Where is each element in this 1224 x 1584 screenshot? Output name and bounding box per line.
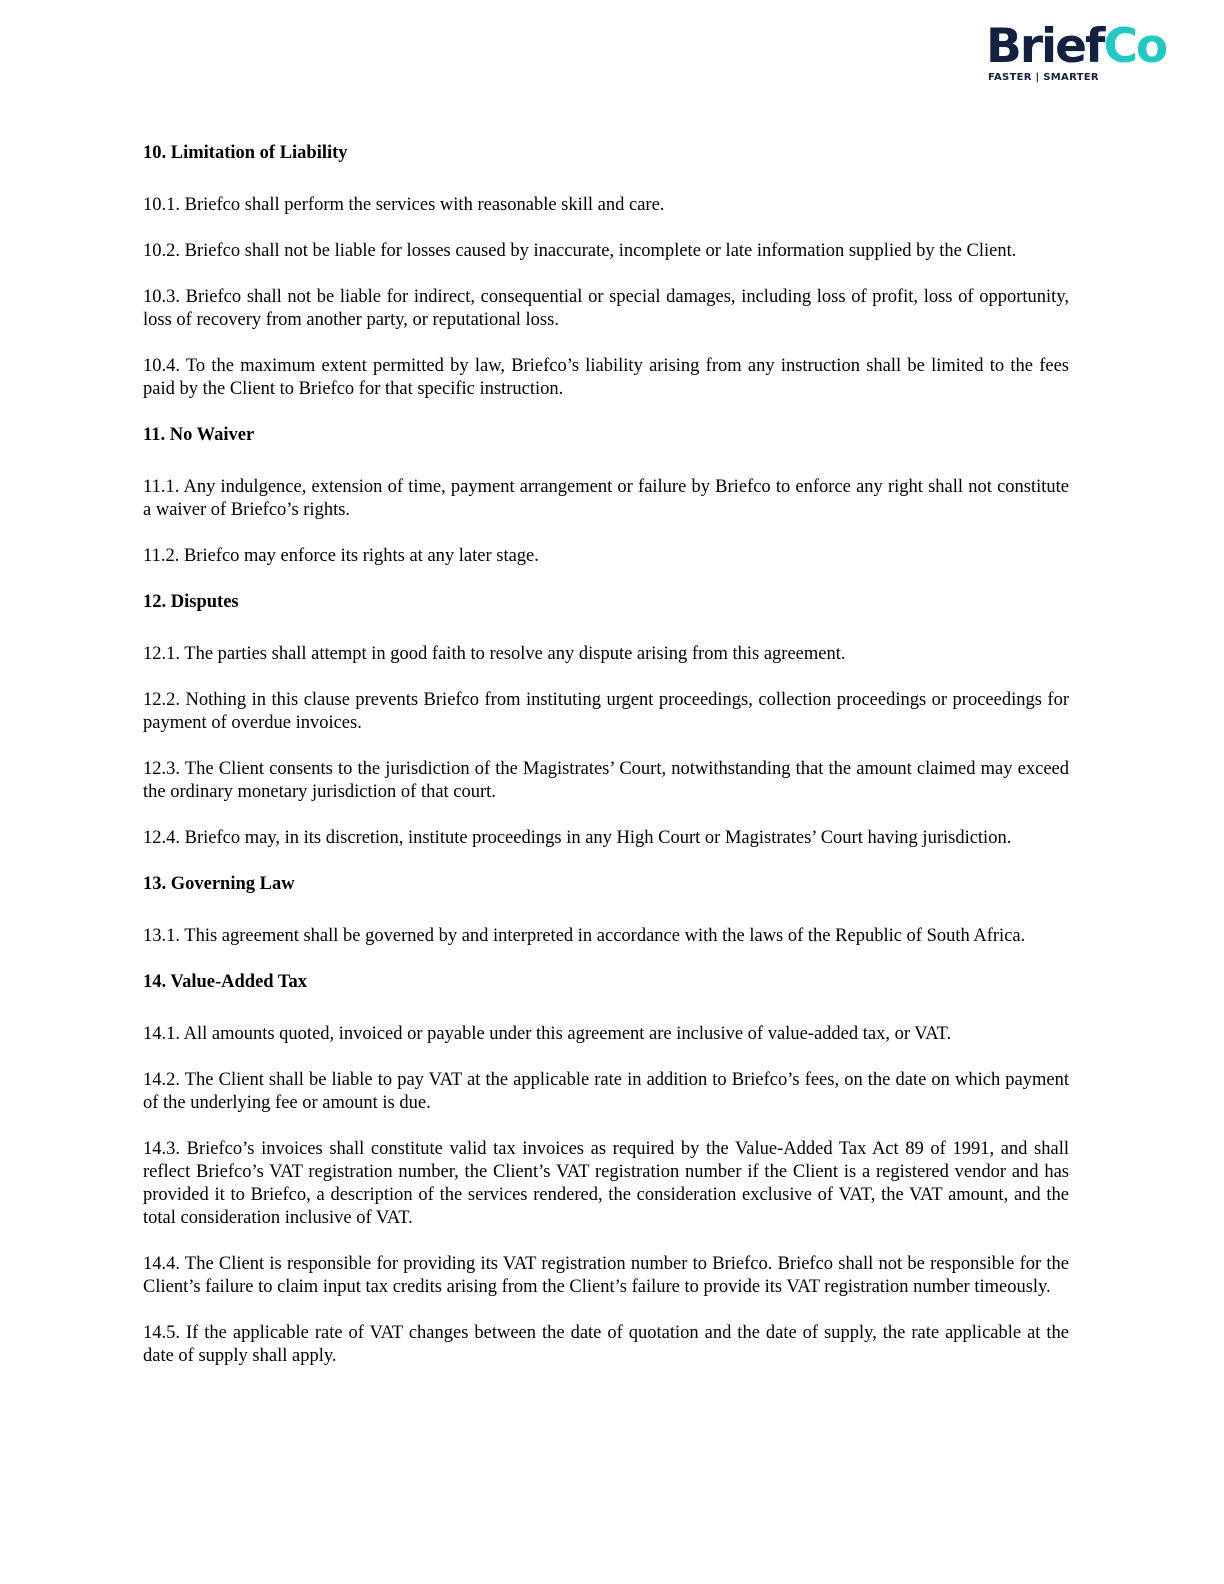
section-heading: 13. Governing Law — [143, 874, 295, 894]
clause-12-3: 12.3. The Client consents to the jurisdiction of the Magistrates’ Court, notwithstanding that the amount claimed may exceed the ordinary monetary jurisdiction of that court. — [143, 759, 1069, 802]
section-no-waiver — [143, 424, 1069, 568]
section-heading: 10. Limitation of Liability — [143, 143, 348, 163]
clause-14-4: 14.4. The Client is responsible for providing its VAT registration number to Briefco. Briefco shall not be responsible for the Client’s failure to claim input tax credits arising from the Client’s failure to provide its VAT registration number timeously. — [143, 1254, 1069, 1297]
section-disputes — [143, 591, 1069, 850]
clause-11-1: 11.1. Any indulgence, extension of time, payment arrangement or failure by Briefco to enforce any right shall not constitute a waiver of Briefco’s rights. — [143, 477, 1069, 520]
section-governing-law — [143, 873, 1069, 948]
clause-10-1: 10.1. Briefco shall perform the services with reasonable skill and care. — [143, 195, 665, 215]
clause-14-1: 14.1. All amounts quoted, invoiced or payable under this agreement are inclusive of value-added tax, or VAT. — [143, 1024, 952, 1044]
clause-14-5: 14.5. If the applicable rate of VAT changes between the date of quotation and the date of supply, the rate applicable at the date of supply shall apply. — [143, 1323, 1069, 1366]
clause-12-1: 12.1. The parties shall attempt in good faith to resolve any dispute arising from this agreement. — [143, 644, 846, 664]
logo-brief-text: Brief — [986, 19, 1104, 74]
clause-12-2: 12.2. Nothing in this clause prevents Briefco from instituting urgent proceedings, collection proceedings or proceedings for payment of overdue invoices. — [143, 690, 1069, 733]
clause-11-2: 11.2. Briefco may enforce its rights at any later stage. — [143, 546, 539, 566]
logo-tagline: FASTER | SMARTER — [988, 72, 1099, 83]
clause-14-3: 14.3. Briefco’s invoices shall constitute valid tax invoices as required by the Value-Added Tax Act 89 of 1991, and shall reflect Briefco’s VAT registration number, the Client’s VAT registration number if the Client is a registered vendor and has provided it to Briefco, a description of the services rendered, the consideration exclusive of VAT, the VAT amount, and the total consideration inclusive of VAT. — [143, 1139, 1069, 1228]
logo-co-text: Co — [1103, 19, 1167, 74]
clause-12-4: 12.4. Briefco may, in its discretion, institute proceedings in any High Court or Magistrates’ Court having jurisdiction. — [143, 828, 1012, 848]
briefco-logo — [986, 19, 1182, 88]
section-heading: 11. No Waiver — [143, 425, 255, 445]
section-heading: 14. Value-Added Tax — [143, 972, 307, 992]
section-value-added-tax — [143, 971, 1069, 1368]
section-limitation-of-liability — [143, 142, 1069, 401]
logo-wordmark — [986, 19, 1167, 74]
document-body — [143, 142, 1069, 1391]
clause-13-1: 13.1. This agreement shall be governed by and interpreted in accordance with the laws of the Republic of South Africa. — [143, 926, 1026, 946]
clause-10-3: 10.3. Briefco shall not be liable for indirect, consequential or special damages, including loss of profit, loss of opportunity, loss of recovery from another party, or reputational loss. — [143, 287, 1069, 330]
clause-14-2: 14.2. The Client shall be liable to pay VAT at the applicable rate in addition to Briefco’s fees, on the date on which payment of the underlying fee or amount is due. — [143, 1070, 1069, 1113]
clause-10-4: 10.4. To the maximum extent permitted by law, Briefco’s liability arising from any instruction shall be limited to the fees paid by the Client to Briefco for that specific instruction. — [143, 356, 1069, 399]
section-heading: 12. Disputes — [143, 592, 239, 612]
clause-10-2: 10.2. Briefco shall not be liable for losses caused by inaccurate, incomplete or late information supplied by the Client. — [143, 241, 1017, 261]
